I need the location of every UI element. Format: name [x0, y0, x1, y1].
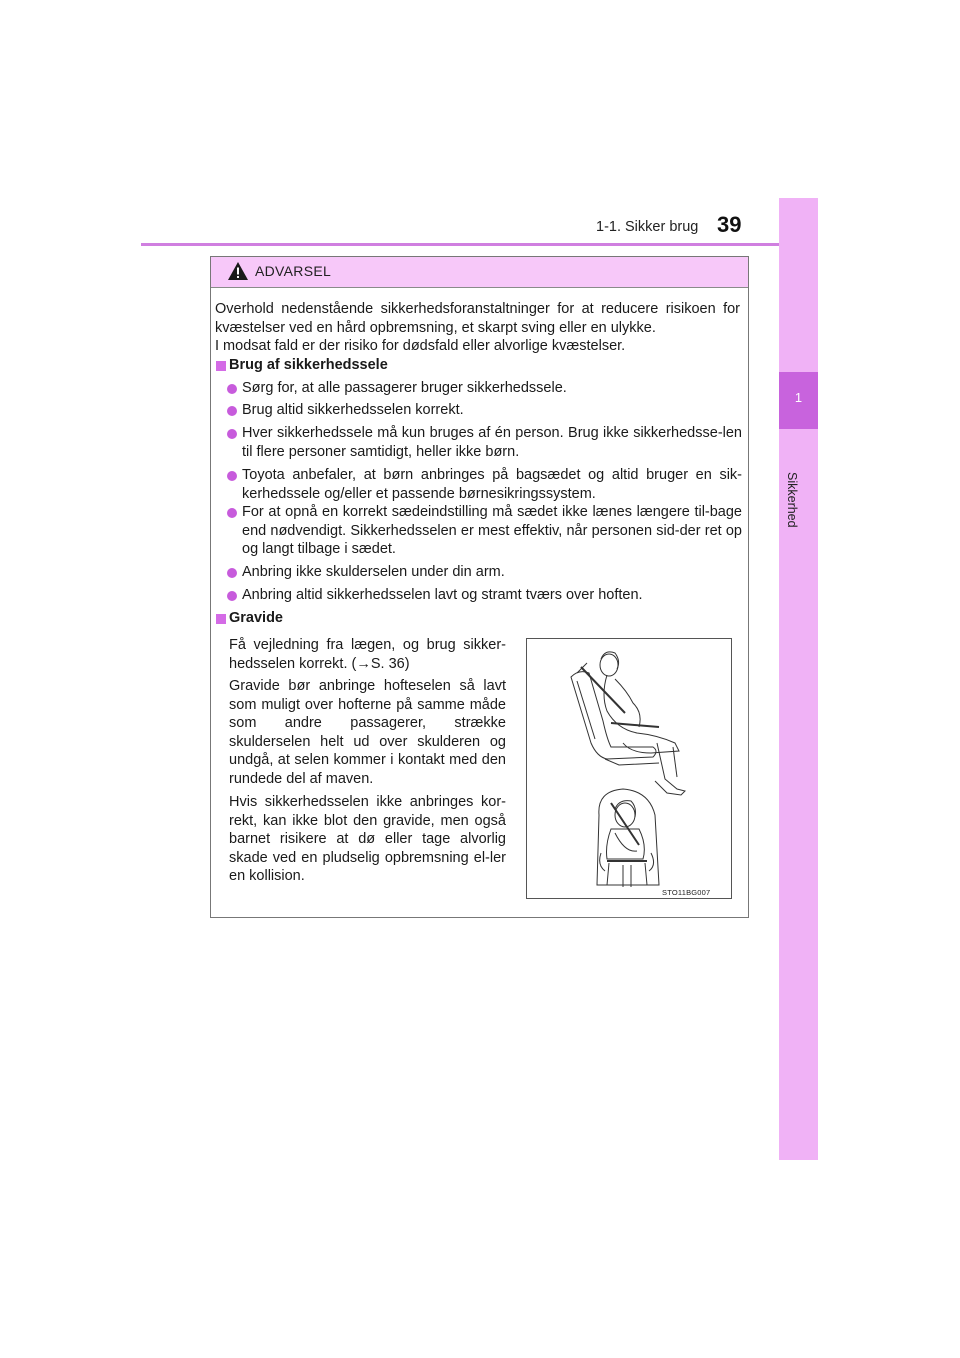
warning-intro-2: I modsat fald er der risiko for dødsfald eller alvorlige kvæstelser. [215, 338, 626, 354]
paragraph: Hvis sikkerhedsselen ikke anbringes kor-rekt, kan ikke blot den gravide, men også barnet risikere at dø eller tage alvorlig skade ved en pludselig opbremsning el-ler en kollision. [229, 794, 506, 885]
paragraph: Gravide bør anbringe hofteselen så lavt som muligt over hofterne på samme måde som andre passagerer, strække skulderselen helt ud over skulderen og undgå, at selen kommer i kontakt med den rundede del af maven. [229, 678, 506, 787]
bullet-icon [227, 406, 237, 416]
pregnant-seatbelt-illustration [527, 639, 731, 898]
section-title: 1-1. Sikker brug [596, 219, 699, 235]
header-rule [141, 243, 817, 246]
list-item: Sørg for, at alle passagerer bruger sikkerhedssele. [242, 380, 567, 396]
list-item: Toyota anbefaler, at børn anbringes på bagsædet og altid bruger en sik-kerhedssele og/eller et passende børnesikringssystem. [242, 467, 742, 502]
paragraph: Få vejledning fra lægen, og brug sikker-hedsselen korrekt. (→S. 36) [229, 637, 506, 672]
chapter-number: 1 [794, 390, 803, 405]
bullet-icon [227, 591, 237, 601]
chapter-label: Sikkerhed [785, 472, 799, 528]
side-tab [779, 198, 818, 1160]
list-item: Brug altid sikkerhedsselen korrekt. [242, 402, 464, 418]
list-item: Anbring ikke skulderselen under din arm. [242, 564, 505, 580]
list-item: Hver sikkerhedssele må kun bruges af én person. Brug ikke sikkerhedsse-len til flere personer samtidigt, heller ikke børn. [242, 425, 742, 460]
figure-code: STO11BG007 [662, 888, 711, 897]
list-item: Anbring altid sikkerhedsselen lavt og stramt tværs over hoften. [242, 587, 643, 603]
page-number: 39 [717, 212, 742, 237]
bullet-icon [227, 384, 237, 394]
warning-title: ADVARSEL [255, 263, 332, 279]
bullet-icon [227, 429, 237, 439]
bullet-icon [227, 471, 237, 481]
section-marker [216, 361, 226, 371]
section-heading-seatbelt: Brug af sikkerhedssele [229, 357, 388, 373]
bullet-icon [227, 508, 237, 518]
section-marker [216, 614, 226, 624]
seatbelt-figure [526, 638, 732, 899]
list-item: For at opnå en korrekt sædeindstilling må sædet ikke lænes længere til-bage end nødvendigt. Sikkerhedsselen er mest effektiv, når personen sid-der ret op og langt tilbage i sædet. [242, 504, 742, 558]
section-heading-pregnant: Gravide [229, 610, 283, 626]
warning-triangle-icon [227, 261, 249, 281]
bullet-icon [227, 568, 237, 578]
warning-intro-1: Overhold nedenstående sikkerhedsforanstaltninger for at reducere risikoen for kvæstelser ved en hård opbremsning, et skarpt sving eller en ulykke. [215, 301, 740, 336]
